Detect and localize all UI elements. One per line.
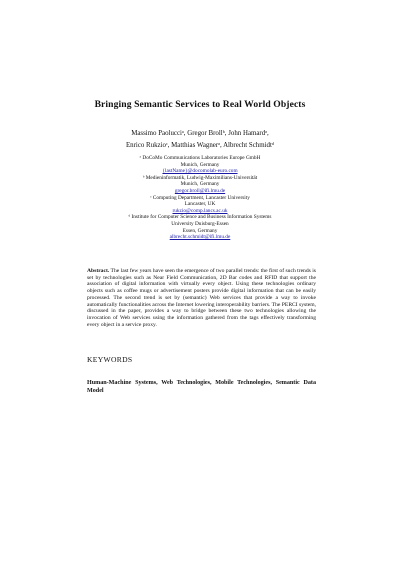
author-list-line-2: Enrico Rukzioᶜ, Matthias Wagnerᵃ, Albrecht Schmidtᵈ [125,142,275,149]
abstract-text: The last few years have seen the emergence of two parallel trends: the first of such trends is set by technologies such as Near Field Communication, 2D Bar codes and RFID that support the association of digital information with virtually every object. Using these technologies ordinary objects such as coffee mugs or advertisement posters provide digital information that can be easily processed. The second trend is set by (semantic) Web services that provide a way to invoke automatically functionalities across the Internet lowering interoperability barriers. The PERCI system, discussed in the paper, provides a way to bridge between these two technologies allowing the invocation of Web services using the information gathered from the tags effectively transforming every object in a service proxy. [87,268,316,328]
affiliation-d-line-3: Essen, Germany [182,227,218,234]
paper-title: Bringing Semantic Services to Real World Objects [94,99,306,110]
affiliations [0,155,400,241]
affiliation-a-email-link[interactable]: {lastName}@docomolab-euro.com [162,168,238,175]
keywords-text: Human-Machine Systems, Web Technologies, Mobile Technologies, Semantic Data Model [87,380,316,395]
affiliation-c [0,195,400,215]
affiliation-c-email-link[interactable]: rukzio@comp.lancs.ac.uk [172,207,228,214]
affiliation-a [0,155,400,175]
keywords-heading: KEYWORDS [87,355,133,364]
abstract-label: Abstract. [87,268,110,274]
affiliation-d-email-link[interactable]: albrecht.schmidt@ifi.lmu.de [169,234,231,241]
affiliation-c-line-1: ᶜ Computing Department, Lancaster University [150,194,250,201]
affiliation-c-line-2: Lancaster, UK [184,201,216,208]
affiliation-a-line-2: Munich, Germany [180,161,220,168]
affiliation-a-line-1: ᵃ DoCoMo Communications Laboratories Europe GmbH [139,155,261,161]
affiliation-d-line-2: University Duisburg-Essen [171,220,229,227]
affiliation-b-email-link[interactable]: gregor.broll@ifi.lmu.de [174,187,226,194]
affiliation-d-line-1: ᵈ Institute for Computer Science and Business Information Systems [128,214,272,221]
affiliation-b-line-1: ᵇ Medieninformatik, Ludwig-Maximilians-Universität [142,174,258,181]
affiliation-d [0,214,400,240]
affiliation-b [0,175,400,195]
abstract [87,268,316,328]
author-list-line-1: Massimo Paolucciᵃ, Gregor Brollᵇ, John Hamardᵃ, [131,130,269,137]
affiliation-b-line-2: Munich, Germany [180,181,220,188]
